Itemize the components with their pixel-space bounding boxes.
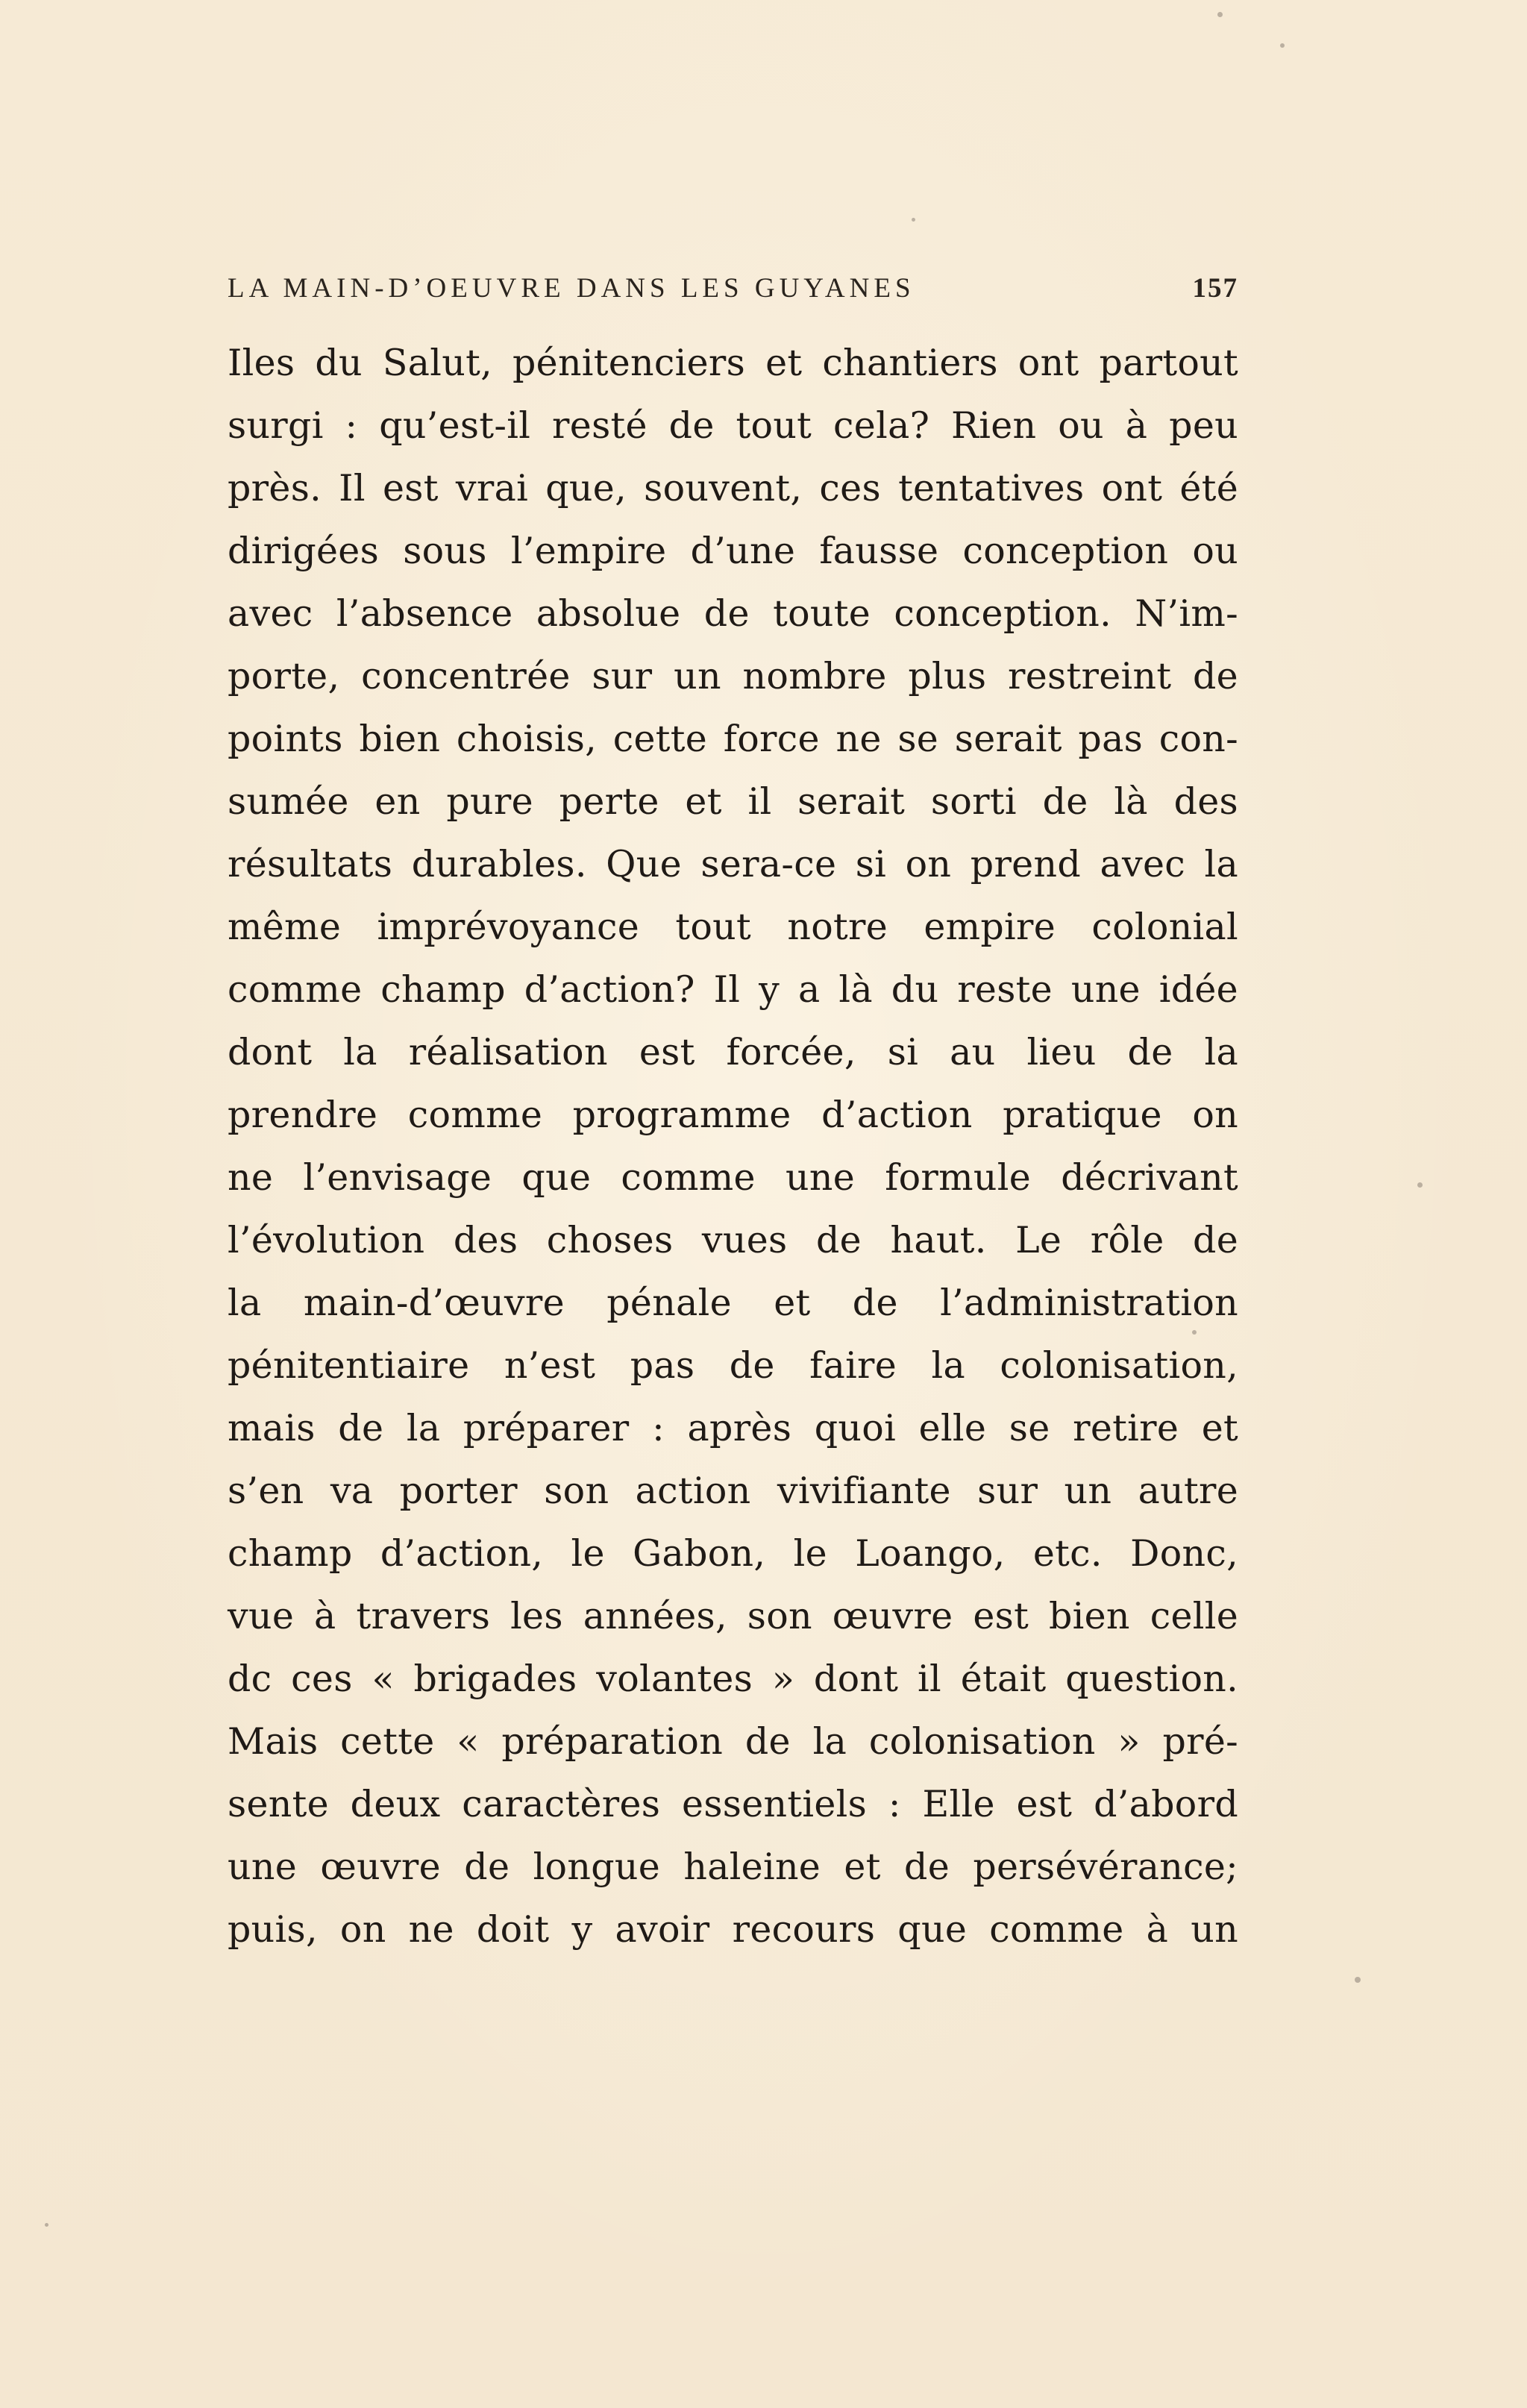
paper-speck: [912, 218, 915, 222]
text-line: une œuvre de longue haleine et de persévérance;: [228, 1846, 1238, 1888]
text-line: sente deux caractères essentiels : Elle est d’abord: [228, 1783, 1238, 1825]
paper-speck: [45, 2223, 48, 2227]
text-line: près. Il est vrai que, souvent, ces tentatives ont été: [228, 467, 1238, 509]
text-line: l’évolution des choses vues de haut. Le rôle de: [228, 1219, 1238, 1261]
text-line: pénitentiaire n’est pas de faire la colonisation,: [228, 1344, 1238, 1387]
paper-speck: [1417, 1182, 1423, 1188]
text-line: prendre comme programme d’action pratique on: [228, 1094, 1238, 1136]
text-line: sumée en pure perte et il serait sorti de là des: [228, 780, 1238, 823]
text-line: porte, concentrée sur un nombre plus restreint de: [228, 655, 1238, 697]
paper-speck: [1355, 1977, 1361, 1983]
running-head-title: LA MAIN-D’OEUVRE DANS LES GUYANES: [228, 273, 915, 304]
text-line: la main-d’œuvre pénale et de l’administration: [228, 1282, 1238, 1324]
text-line: champ d’action, le Gabon, le Loango, etc. Donc,: [228, 1532, 1238, 1575]
paper-speck: [1217, 12, 1223, 17]
body-paragraph: [228, 332, 1238, 1961]
text-line: Iles du Salut, pénitenciers et chantiers ont partout: [228, 342, 1238, 384]
text-line: dc ces « brigades volantes » dont il était question.: [228, 1658, 1238, 1700]
text-line: comme champ d’action? Il y a là du reste une idée: [228, 968, 1238, 1011]
text-line: résultats durables. Que sera-ce si on prend avec la: [228, 843, 1238, 885]
page-number: 157: [1192, 273, 1238, 304]
text-line: même imprévoyance tout notre empire colonial: [228, 906, 1238, 948]
text-line: dirigées sous l’empire d’une fausse conception ou: [228, 530, 1238, 572]
text-line: vue à travers les années, son œuvre est bien celle: [228, 1595, 1238, 1637]
text-line: points bien choisis, cette force ne se serait pas con-: [228, 718, 1238, 760]
text-line: Mais cette « préparation de la colonisation » pré-: [228, 1720, 1238, 1763]
running-head: [228, 270, 1238, 307]
text-line: ne l’envisage que comme une formule décrivant: [228, 1156, 1238, 1199]
text-line: mais de la préparer : après quoi elle se retire et: [228, 1407, 1238, 1449]
text-line: dont la réalisation est forcée, si au lieu de la: [228, 1031, 1238, 1073]
paper-speck: [1280, 43, 1285, 48]
text-line: avec l’absence absolue de toute conception. N’im-: [228, 592, 1238, 635]
text-line: surgi : qu’est-il resté de tout cela? Rien ou à peu: [228, 404, 1238, 447]
text-line: s’en va porter son action vivifiante sur un autre: [228, 1470, 1238, 1512]
text-line: puis, on ne doit y avoir recours que comme à un: [228, 1908, 1238, 1951]
